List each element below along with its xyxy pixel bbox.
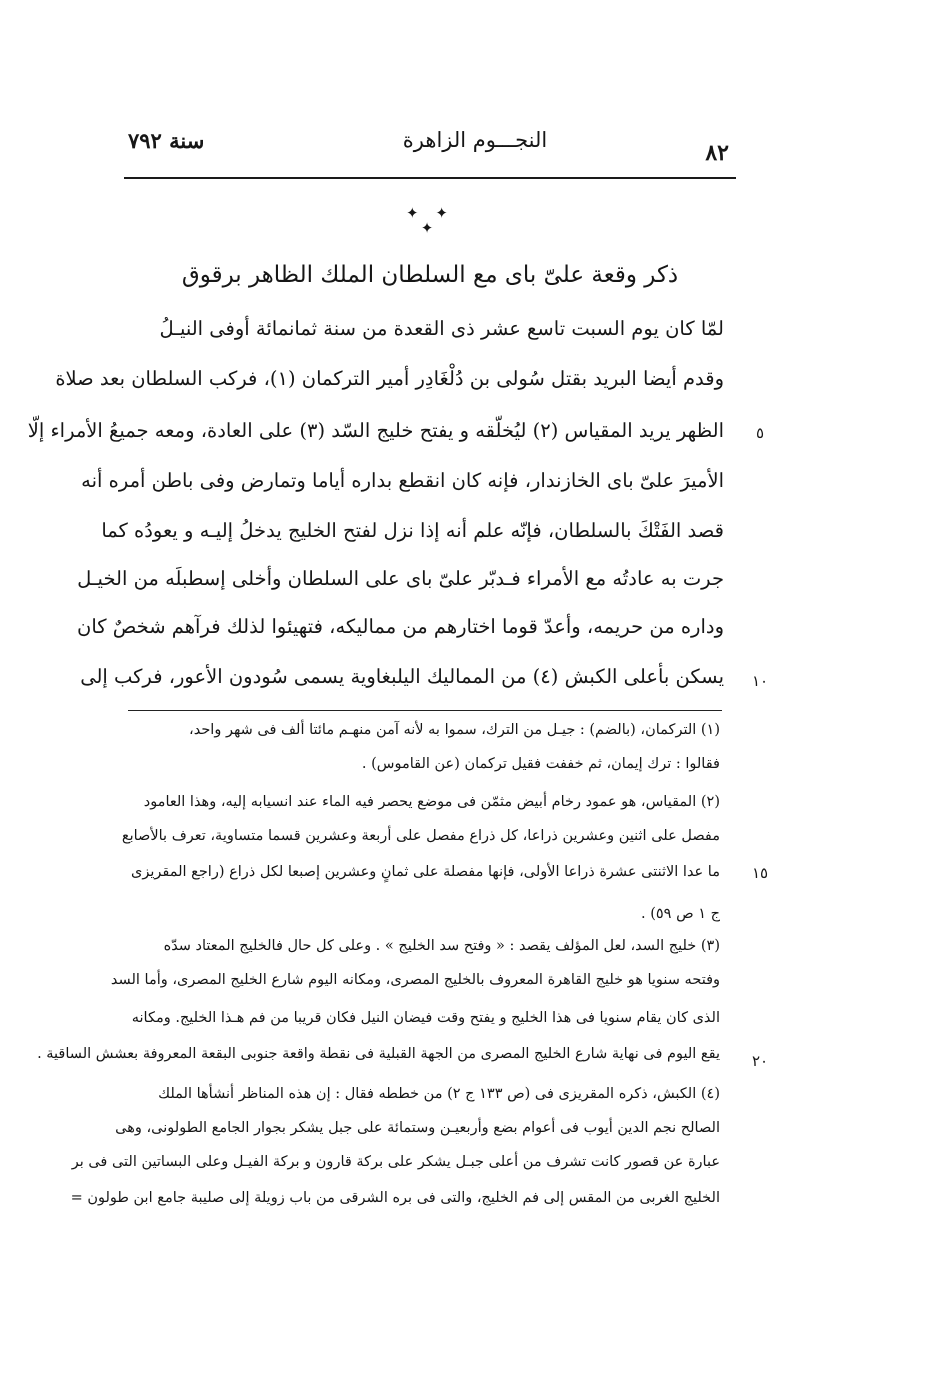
footnote-line: (٣) خليج السد، لعل المؤلف يقصد : « وفتح سد الخليج » . وعلى كل حال فالخليج المعتاد سدّه: [163, 938, 720, 954]
footnote-line: وفتحه سنويا هو خليج القاهرة المعروف بالخليج المصرى، ومكانه اليوم شارع الخليج المصرى، وأما السد: [110, 972, 720, 988]
header-year: سنة ٧٩٢: [128, 128, 205, 153]
margin-line-number: ٥: [755, 424, 765, 442]
body-line: وداره من حريمه، وأعدّ قوما اختارهم من مماليكه، فتهيئوا لذلك فرآهم شخصٌ كان: [77, 615, 724, 638]
footnote-line: ما عدا الاثنتى عشرة ذراعا الأولى، فإنها مفصلة على ثمانٍ وعشرين إصبعا لكل ذراع (راجع المقريزى: [130, 864, 720, 880]
body-line: يسكن بأعلى الكبش (٤) من المماليك اليلبغاوية يسمى سُودون الأعور، فركب إلى: [80, 665, 724, 688]
footnote-line: عبارة عن قصور كانت تشرف من أعلى جبـل يشكر على بركة قارون و بركة الفيـل وعلى البساتين التى فى بر: [71, 1154, 720, 1170]
footnote-line: فقالوا : ترك إيمان، ثم خففت فقيل تركمان (عن القاموس) .: [361, 756, 720, 772]
footnote-line: الذى كان يقام سنويا فى هذا الخليج و يفتح وقت فيضان النيل فكان قريبا من فم هـذا الخليج. ومكانه: [131, 1010, 720, 1026]
body-line: جرت به عادتُه مع الأمراء فـدبّر علىّ باى على السلطان وأخلى إسطبلَه من الخيـل: [77, 567, 724, 590]
body-line: الظهر يريد المقياس (٢) ليُخلّقه و يفتح خليج السّد (٣) على العادة، ومعه جميعُ الأمراء إلّا: [27, 419, 724, 442]
footnote-line: (٤) الكبش، ذكره المقريزى فى (ص ١٣٣ ج ٢) من خططه فقال : إن هذه المناظر أنشأها الملك: [158, 1086, 720, 1102]
header-book-title: النجـــوم الزاهرة: [402, 128, 548, 152]
section-ornament: ✦ ✦ ✦: [406, 204, 454, 237]
footnote-line: ج ١ ص ٥٩) .: [641, 906, 720, 922]
header-page-number: ٨٢: [705, 140, 729, 166]
footnote-line: (١) التركمان، (بالضم) : جيـل من الترك، سموا به لأنه آمن منهـم مائتا ألف فى شهر واحد،: [189, 722, 720, 738]
footnote-line: مفصل على اثنين وعشرين ذراعا، كل ذراع مفصل على أربعة وعشرين قسما متساوية، تعرف بالأصابع: [121, 828, 720, 844]
margin-line-number: ١٥: [751, 864, 769, 882]
footnote-line: الصالح نجم الدين أيوب فى أعوام بضع وأربعيـن وستمائة على جبل يشكر بجوار الجامع الطولونى، وهى: [115, 1120, 720, 1136]
body-line: قصد الفَتْكَ بالسلطان، فإنّه علم أنه إذا نزل لفتح الخليج يدخلُ إليـه و يعودُه كما: [101, 519, 724, 542]
section-title: ذكر وقعة علىّ باى مع السلطان الملك الظاهر برقوق: [181, 262, 679, 288]
margin-line-number: ٢٠: [751, 1052, 769, 1070]
header-rule: [124, 177, 736, 179]
body-line: وقدم أيضا البريد بقتل سُولى بن دُلْغَادِر أمير التركمان (١)، فركب السلطان بعد صلاة: [55, 367, 724, 390]
margin-line-number: ١٠: [751, 672, 769, 690]
body-line: لمّا كان يوم السبت تاسع عشر ذى القعدة من سنة ثمانمائة أوفى النيـلُ: [159, 317, 724, 340]
footnote-line: (٢) المقياس، هو عمود رخام أبيض مثمّن فى موضع يحصر فيه الماء عند انسيابه إليه، وهذا العامود: [143, 794, 720, 810]
footnote-rule: [128, 710, 722, 711]
footnote-line: يقع اليوم فى نهاية شارع الخليج المصرى من الجهة القبلية فى نقطة واقعة جنوبى البقعة المعروفة بعشش الساقية .: [37, 1046, 720, 1062]
body-line: الأميرَ علىّ باى الخازندار، فإنه كان انقطع بداره أياما وتمارض وفى باطن أمره أنه: [81, 469, 724, 492]
footnote-line: الخليج الغربى من المقس إلى فم الخليج، والتى فى بره الشرقى من باب زويلة إلى صليبة جامع ابن طولون =: [70, 1190, 720, 1206]
